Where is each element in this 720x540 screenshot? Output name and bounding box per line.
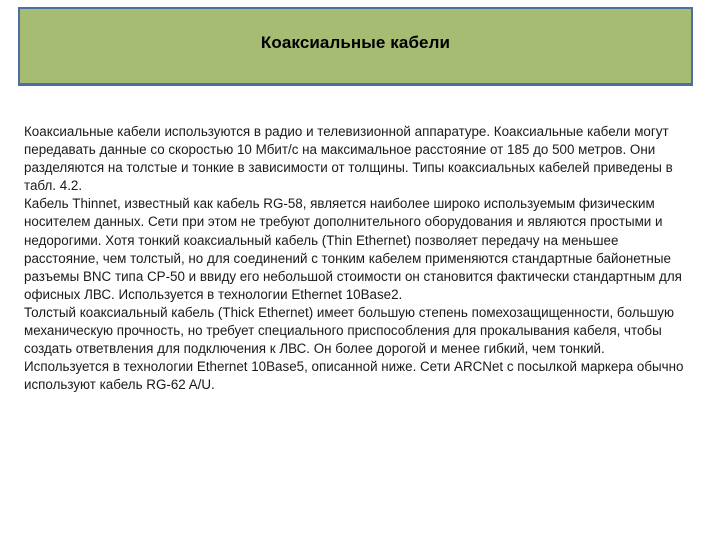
paragraph-thicknet: Толстый коаксиальный кабель (Thick Ethernet) имеет большую степень помехозащищенности, большую механическую прочность, но требует специального приспособления для прокалывания кабеля, чтобы создать ответвления для подключения к ЛВС. Он более дорогой и менее гибкий, чем тонкий. Используется в технологии Ethernet 10Base5, описанной ниже. Сети ARCNet с посылкой маркера обычно используют кабель RG-62 A/U.: [24, 304, 684, 393]
slide-body: [24, 123, 690, 394]
slide-title: Коаксиальные кабели: [260, 33, 451, 52]
paragraph-thinnet: Кабель Thinnet, известный как кабель RG-58, является наиболее широко используемым физическим носителем данных. Сети при этом не требуют дополнительного оборудования и являются простыми и недорогими. Хотя тонкий коаксиальный кабель (Thin Ethernet) позволяет передачу на меньшее расстояние, чем толстый, но для соединений с тонким кабелем применяются стандартные байонетные разъемы BNC типа СР-50 и ввиду его небольшой стоимости он становится фактически стандартным для офисных ЛВС. Используется в технологии Ethernet 10Base2.: [24, 196, 682, 302]
slide-title-box: [18, 7, 693, 86]
paragraph-intro: Коаксиальные кабели используются в радио и телевизионной аппаратуре. Коаксиальные кабели могут передавать данные со скоростью 10 Мбит/с на максимальное расстояние от 185 до 500 метров. Они разделяются на толстые и тонкие в зависимости от толщины. Типы коаксиальных кабелей приведены в табл. 4.2.: [24, 124, 673, 194]
